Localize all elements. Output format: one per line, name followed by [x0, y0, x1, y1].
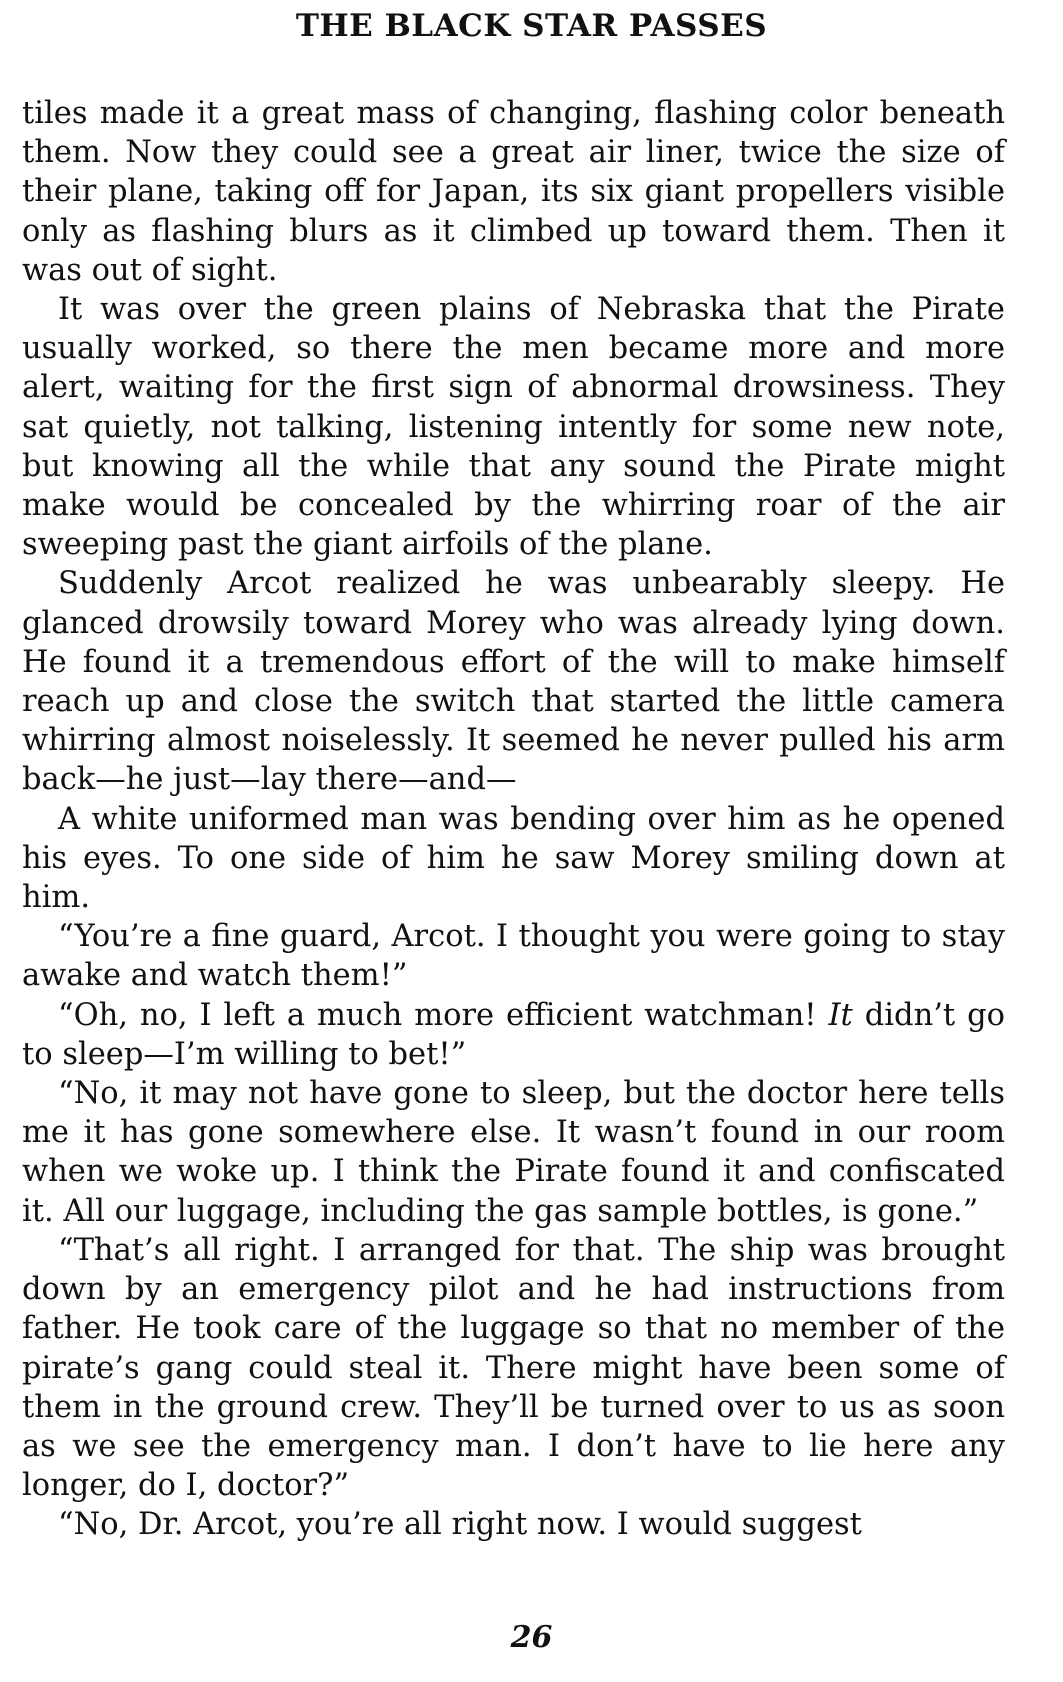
- paragraph: It was over the green plains of Nebraska that the Pirate usually worked, so there the men became more and more alert, waiting for the first sign of abnormal drowsiness. They sat quietly, not talking, listening intently for some new note, but knowing all the while that any sound the Pirate might make would be concealed by the whirring roar of the air sweeping past the giant airfoils of the plane.: [22, 292, 1005, 563]
- paragraph: tiles made it a great mass of changing, flashing color beneath them. Now they could see a great air liner, twice the size of their plane, taking off for Japan, its six giant propellers visible only as flashing blurs as it climbed up toward them. Then it was out of sight.: [22, 96, 1005, 288]
- paragraph: “No, Dr. Arcot, you’re all right now. I would suggest: [58, 1507, 862, 1543]
- paragraph: A white uniformed man was bending over him as he opened his eyes. To one side of him he saw Morey smiling down at him.: [22, 801, 1005, 916]
- paragraph: “No, it may not have gone to sleep, but the doctor here tells me it has gone somewhere else. It wasn’t found in our room when we woke up. I think the Pirate found it and confiscated it. All our luggage, including the gas sample bottles, is gone.”: [22, 1076, 1005, 1229]
- dialogue-text: didn’t go to sleep—I’m willing to bet!”: [22, 997, 1005, 1072]
- running-head: THE BLACK STAR PASSES: [295, 8, 768, 44]
- emphasis-text: It: [828, 997, 853, 1033]
- page-number: 26: [510, 1620, 553, 1655]
- paragraph: “That’s all right. I arranged for that. The ship was brought down by an emergency pilot and he had instructions from father. He took care of the luggage so that no member of the pirate’s gang could steal it. There might have been some of them in the ground crew. They’ll be turned over to us as soon as we see the emergency man. I don’t have to lie here any longer, do I, doctor?”: [22, 1232, 1005, 1504]
- dialogue-text: “Oh, no, I left a much more efficient watchman!: [58, 997, 829, 1033]
- body-text: [22, 94, 1005, 1545]
- paragraph: Suddenly Arcot realized he was unbearably sleepy. He glanced drowsily toward Morey who was already lying down. He found it a tremendous effort of the will to make himself reach up and close the switch that started the little camera whirring almost noiselessly. It seemed he never pulled his arm back—he just—lay there—and—: [22, 566, 1005, 798]
- paragraph: [22, 996, 1005, 1074]
- paragraph: “You’re a fine guard, Arcot. I thought you were going to stay awake and watch them!”: [22, 919, 1005, 994]
